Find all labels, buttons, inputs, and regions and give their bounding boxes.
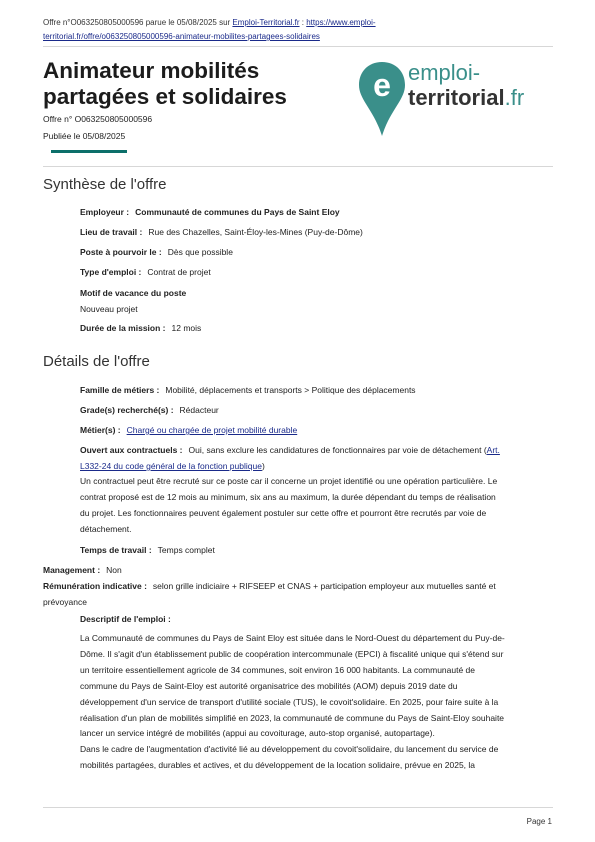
synthese-heading: Synthèse de l'offre	[43, 176, 167, 193]
metier-link[interactable]: Chargé ou chargée de projet mobilité durable	[126, 425, 298, 435]
logo-text-territorial	[408, 85, 524, 111]
logo-letter: e	[373, 67, 391, 103]
type-emploi-value: Contrat de projet	[147, 267, 211, 277]
remuneration-value-cont: prévoyance	[43, 597, 87, 607]
details-heading: Détails de l'offre	[43, 353, 150, 370]
motif-field	[80, 285, 186, 317]
poste-field	[80, 244, 233, 260]
management-value: Non	[106, 565, 122, 575]
ouvert-field	[80, 442, 555, 474]
lieu-label: Lieu de travail :	[80, 227, 143, 237]
remuneration-label: Rémunération indicative :	[43, 581, 147, 591]
title-accent-bar	[51, 150, 127, 153]
type-emploi-label: Type d'emploi :	[80, 267, 142, 277]
grade-label: Grade(s) recherché(s) :	[80, 405, 174, 415]
descriptif-text	[80, 631, 558, 774]
type-emploi-field	[80, 264, 211, 280]
ouvert-value: Oui, sans exclure les candidatures de fonctionnaires par voie de détachement (	[188, 445, 487, 455]
ouvert-text-line: détachement.	[80, 523, 132, 534]
temps-label: Temps de travail :	[80, 545, 152, 555]
descriptif-line: mobilités partagées, durables et actives, et du développement de la location solidaire, prévue en 2025, la	[80, 760, 476, 771]
ouvert-text-line: contrat proposé est de 12 mois au minimum, six ans au maximum, la durée dépendant du temps de réalisation	[80, 491, 496, 502]
emploi-territorial-logo-icon	[357, 60, 407, 138]
descriptif-line: un territoire essentiellement agricole de 34 communes, soit environ 16 000 habitants. La communauté de	[80, 664, 476, 675]
site-link[interactable]: Emploi-Territorial.fr	[232, 18, 300, 27]
metier-field	[80, 422, 297, 438]
offer-number: Offre n° O063250805000596	[43, 114, 153, 124]
page-number: Page 1	[526, 817, 552, 826]
descriptif-line: Dans le cadre de l'augmentation d'activité lié au développement du covoit'solidaire, du lancement du service de	[80, 744, 499, 755]
descriptif-line: lancer un service intégré de mobilités (appui au covoiturage, auto-stop organisé, autopartage).	[80, 728, 435, 739]
title-line-2: partagées et solidaires	[43, 84, 287, 109]
lieu-field	[80, 224, 363, 240]
remuneration-field	[43, 578, 555, 610]
section-divider-synthese	[43, 166, 553, 167]
descriptif-line: réalisation d'un plan de mobilités simplifié en 2023, la communauté de commune du Pays de Saint-Eloy souhaite	[80, 712, 505, 723]
ouvert-text-line: Un contractuel peut être recruté sur ce poste car il concerne un projet identifié ou une opération particulière. Le	[80, 476, 498, 486]
offer-url-link-part2[interactable]: territorial.fr/offre/o063250805000596-animateur-mobilites-partagees-solidaires	[43, 32, 320, 41]
descriptif-line: Dôme. Il s'agit d'un établissement public de coopération intercommunale (EPCI) à fiscalité unique qui s'étend sur	[80, 648, 504, 659]
footer-divider	[43, 807, 553, 808]
offer-url-link-part1[interactable]: https://www.emploi-	[306, 18, 376, 27]
temps-value: Temps complet	[157, 545, 215, 555]
source-separator: :	[299, 18, 307, 27]
ouvert-label: Ouvert aux contractuels :	[80, 445, 183, 455]
logo-text-emploi: emploi-	[408, 60, 481, 85]
metier-label: Métier(s) :	[80, 425, 121, 435]
temps-field	[80, 542, 215, 558]
offer-source-line	[43, 16, 423, 44]
descriptif-label: Descriptif de l'emploi :	[80, 614, 171, 624]
ouvert-explanation	[80, 474, 555, 538]
motif-value: Nouveau projet	[80, 304, 138, 314]
grade-value: Rédacteur	[179, 405, 219, 415]
grade-field	[80, 402, 219, 418]
logo-fr-suffix: .fr	[504, 85, 525, 110]
poste-value: Dès que possible	[167, 247, 233, 257]
logo-territorial-word: territorial	[408, 85, 505, 110]
top-divider	[43, 46, 553, 47]
management-label: Management :	[43, 565, 101, 575]
ouvert-text-line: du projet. Les fonctionnaires peuvent également postuler sur cette offre et pourront être recrutés par voie de	[80, 507, 487, 518]
famille-field	[80, 382, 416, 398]
title-line-1: Animateur mobilités	[43, 58, 260, 83]
lieu-value: Rue des Chazelles, Saint-Éloy-les-Mines (Puy-de-Dôme)	[148, 227, 363, 237]
poste-label: Poste à pourvoir le :	[80, 247, 162, 257]
remuneration-value: selon grille indiciaire + RIFSEEP et CNAS + participation employeur aux mutuelles santé et	[152, 581, 496, 591]
famille-label: Famille de métiers :	[80, 385, 160, 395]
descriptif-line: La Communauté de communes du Pays de Saint Eloy est située dans le Nord-Ouest du département du Puy-de-	[80, 633, 505, 643]
publication-date: Publiée le 05/08/2025	[43, 131, 126, 141]
duree-field	[80, 320, 201, 336]
code-fonction-publique-link-part1[interactable]: Art.	[486, 445, 500, 455]
page-title	[43, 58, 343, 110]
descriptif-line: développement d'un service de transport d'utilité sociale (TUS), le covoit'solidaire. En 2025, pour faire suite à la	[80, 696, 499, 707]
employeur-value: Communauté de communes du Pays de Saint Eloy	[135, 207, 340, 217]
source-prefix: Offre n°O063250805000596 parue le 05/08/2025 sur	[43, 18, 233, 27]
motif-label: Motif de vacance du poste	[80, 288, 187, 298]
code-fonction-publique-link-part2[interactable]: L332-24 du code général de la fonction publique	[80, 461, 262, 471]
descriptif-line: commune du Pays de Saint-Eloy est autorité organisatrice des mobilités (AOM) depuis 2019 date du	[80, 680, 458, 691]
famille-value: Mobilité, déplacements et transports > Politique des déplacements	[165, 385, 416, 395]
ouvert-close: )	[261, 461, 265, 471]
descriptif-field	[80, 611, 171, 627]
duree-label: Durée de la mission :	[80, 323, 166, 333]
employeur-label: Employeur :	[80, 207, 130, 217]
management-field	[43, 562, 122, 578]
duree-value: 12 mois	[171, 323, 202, 333]
employeur-field	[80, 204, 340, 220]
